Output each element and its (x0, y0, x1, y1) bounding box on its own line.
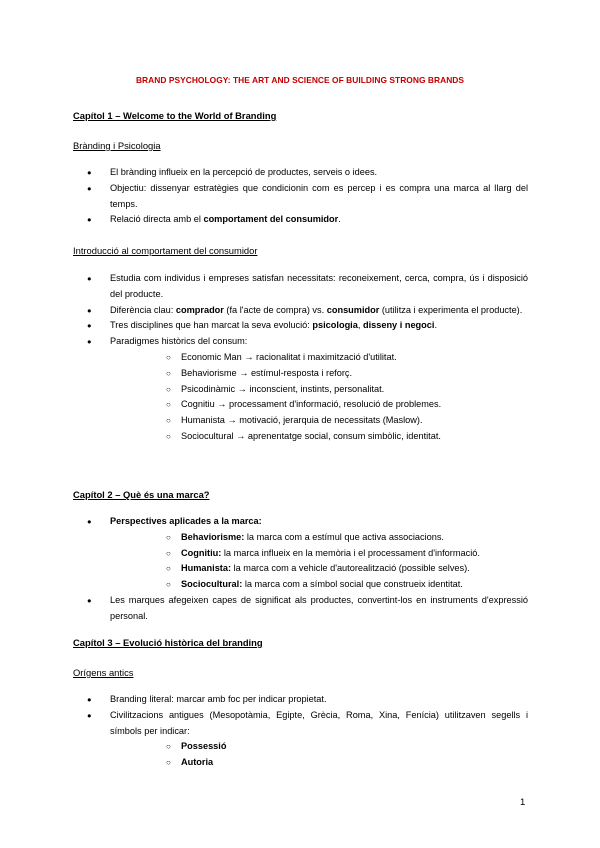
sub-list-item: ○ Economic Man → racionalitat i maximització d'utilitat. (110, 350, 528, 366)
page-number: 1 (520, 797, 526, 808)
list-item: ● Branding literal: marcar amb foc per indicar propietat. (73, 692, 528, 708)
list-item: ● Estudia com individus i empreses satisfan necessitats: reconeixement, cerca, compra, ús i disposició del producte. (73, 271, 528, 303)
list-item: ● Tres disciplines que han marcat la seva evolució: psicologia, disseny i negoci. (73, 318, 528, 334)
segells-sublist (110, 739, 528, 771)
list-item: ● Relació directa amb el comportament del consumidor. (73, 212, 528, 228)
chapter-3-heading: Capítol 3 – Evolució històrica del branding (73, 637, 263, 648)
sub-list-item: ○ Psicodinàmic → inconscient, instints, personalitat. (110, 382, 528, 398)
section-origens-list (73, 692, 528, 771)
sub-list-item: ○ Behaviorisme: la marca com a estímul que activa associacions. (110, 530, 528, 546)
section-comportament-heading: Introducció al comportament del consumidor (73, 245, 258, 256)
perspectives-sublist (110, 530, 528, 593)
document-title: BRAND PSYCHOLOGY: THE ART AND SCIENCE OF BUILDING STRONG BRANDS (135, 75, 465, 85)
sub-list-item: ○ Cognitiu: la marca influeix en la memòria i el processament d'informació. (110, 546, 528, 562)
sub-list-item: ○ Sociocultural → aprenentatge social, consum simbòlic, identitat. (110, 429, 528, 445)
section-branding-psicologia-heading: Brànding i Psicologia (73, 140, 161, 151)
section-branding-psicologia-list (73, 165, 528, 228)
sub-list-item: ○ Sociocultural: la marca com a símbol social que construeix identitat. (110, 577, 528, 593)
sub-list-item: ○ Humanista: la marca com a vehicle d'autorealització (possible selves). (110, 561, 528, 577)
list-item: ● Objectiu: dissenyar estratègies que condicionin com es percep i es compra una marca al llarg del temps. (73, 181, 528, 213)
chapter-2-heading: Capítol 2 – Què és una marca? (73, 489, 210, 500)
sub-list-item: ○ Behaviorisme → estímul-resposta i reforç. (110, 366, 528, 382)
sub-list-item: ○ Humanista → motivació, jerarquia de necessitats (Maslow). (110, 413, 528, 429)
sub-list-item: ○ Cognitiu → processament d'informació, resolució de problemes. (110, 397, 528, 413)
list-item: ● Perspectives aplicades a la marca: ○ Behaviorisme: la marca com a estímul que activa associacions. ○ Cognitiu: la marca influeix en la memòria i el processament d'informació. ○ Humanista: la marca com a vehicle d'autorealització (possible selves). ○ Sociocultural: la marca com a símbol social que construeix identitat. (73, 514, 528, 593)
list-item: ● Diferència clau: comprador (fa l'acte de compra) vs. consumidor (utilitza i experimenta el producte). (73, 303, 528, 319)
list-item: ● Les marques afegeixen capes de significat als productes, convertint-los en instruments d'expressió personal. (73, 593, 528, 625)
section-origens-heading: Orígens antics (73, 667, 134, 678)
section-comportament-list (73, 271, 528, 445)
chapter-1-heading: Capítol 1 – Welcome to the World of Branding (73, 110, 277, 121)
list-item: ● El brànding influeix en la percepció de productes, serveis o idees. (73, 165, 528, 181)
sub-list-item: ○ Possessió (110, 739, 528, 755)
chapter-2-list (73, 514, 528, 625)
sub-list-item: ○ Autoria (110, 755, 528, 771)
paradigmes-sublist (110, 350, 528, 445)
list-item: ● Paradigmes històrics del consum: ○ Economic Man → racionalitat i maximització d'utilitat. ○ Behaviorisme → estímul-resposta i reforç. ○ Psicodinàmic → inconscient, instints, personalitat. ○ Cognitiu → processament d'informació, resolució de problemes. ○ Humanista → motivació, jerarquia de necessitats (Maslow). ○ Sociocultural → aprenentatge social, consum simbòlic, identitat. (73, 334, 528, 445)
list-item: ● Civilitzacions antigues (Mesopotàmia, Egipte, Grècia, Roma, Xina, Fenícia) utilitzaven segells i símbols per indicar: ○ Possessió ○ Autoria (73, 708, 528, 771)
